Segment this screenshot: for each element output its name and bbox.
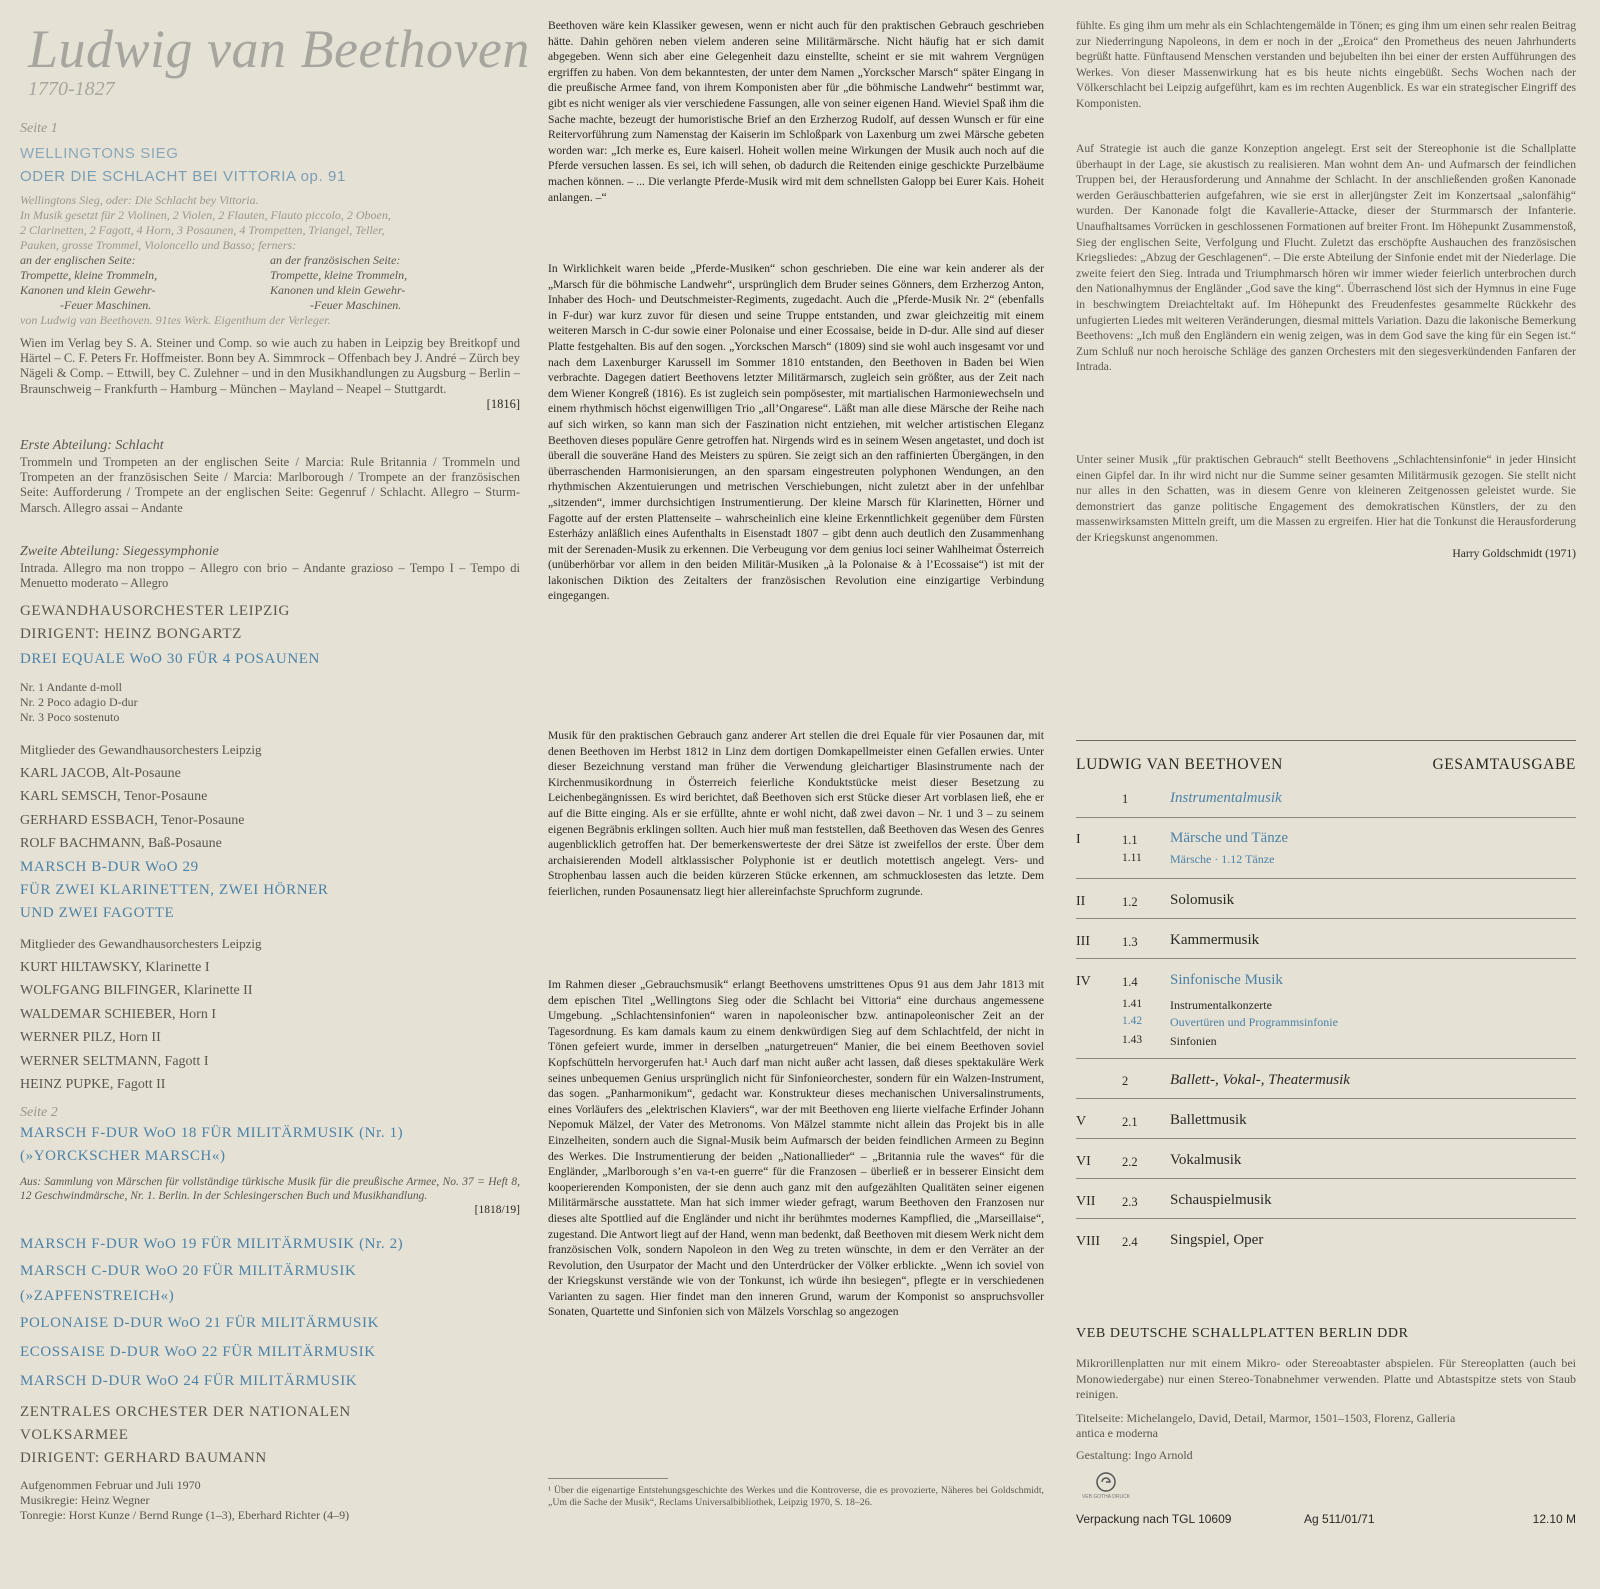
essay-paragraph: Unter seiner Musik „für praktischen Gebrauch“ stellt Beethovens „Schlachtensinfonie“ in jeder Hinsicht einen Gipfel dar. In ihr wird nicht nur die Summe seiner gesamten Militärmusik gezogen. Sie stellt nicht nur alles in den Schatten, was in diesem Genre von kleineren Zeitgenossen geleistet wurde. Sie demonstriert das ganze politische Engagement des demokratischen Künstlers, der zu den massenwirksamsten Mitteln greift, um die Massen zu ergreifen. Hier hat die Tonkunst die Herausforderung der Kriegskunst angenommen.: [1076, 453, 1576, 544]
table-row: [1076, 934, 1576, 974]
group-number: 1: [1122, 792, 1129, 806]
section-label: Sinfonische Musik: [1170, 972, 1283, 988]
english-side: [20, 253, 270, 313]
orchestra-1: [20, 600, 520, 671]
equale-part: Nr. 1 Andante d-moll: [20, 680, 122, 694]
section-number: 2.4: [1122, 1235, 1138, 1249]
work-title-equale: DREI EQUALE WoO 30 FÜR 4 POSAUNEN: [20, 651, 320, 667]
table-row: [1076, 832, 1576, 872]
orig-line: Pauken, grosse Trommel, Violoncello und Basso; ferners:: [20, 238, 297, 252]
price: 12.10 M: [1532, 1512, 1576, 1526]
table-header-right: GESAMTAUSGABE: [1432, 756, 1576, 773]
subsection-label: Sinfonien: [1170, 1034, 1217, 1048]
player: WERNER SELTMANN, Fagott I: [20, 1053, 209, 1069]
subsection-number: 1.41: [1122, 998, 1143, 1010]
printer-logo: [1076, 1470, 1136, 1506]
orig-line: 2 Clarinetten, 2 Fagott, 4 Horn, 3 Posaunen, 4 Trompetten, Triangel, Teller,: [20, 223, 385, 237]
essay-paragraph: Im Rahmen dieser „Gebrauchsmusik“ erlangt Beethovens umstrittenes Opus 91 aus dem Jahr 1813 mit dem epischen Titel „Wellingtons Sieg oder die Schlacht bei Vittoria“ eine durchaus angemessene Umgebung. „Schlachtensinfonien“ waren in napoleonischer bzw. antinapoleonischer Zeit an der Tagesordnung. Es kam damals kaum zu einem denkwürdigen Sieg auf dem Schlachtfeld, der nicht in Tönen gefeiert wurde, immer in derselben „naturgetreuen“ Manier, die bei einem Beethoven soviel Kopfschütteln hervorgerufen hat.¹ Auch darf man nicht außer acht lassen, daß dieses spektakuläre Werk seines unbequemen Genius ursprünglich nicht für Sinfonieorchester, sondern für ein Walzen-Instrument, das sogen. „Panharmonikum“, gedacht war. Konstrukteur dieses mechanischen Universalinstruments, eines Vorläufers des „elektrischen Klaviers“, war der mit Beethoven eng liierte vielfache Erfinder Johann Nepomuk Mälzel, der Vater des Metronoms. Von Mälzel stammte nicht allein das Projekt bis in alle Einzelheiten, sondern auch die Signal-Musik beim Aufmarsch der beiden feindlichen Armeen zu Beginn des Werkes. Die Instrumentierung der beiden „Nationallieder“ – „Britannia rule the waves“ für die Engländer, „Marlborough s’en va-t-en guerre“ für die Franzosen – überließ er in besserer Einsicht dem kooperierenden Komponisten, der sie denn auch ganz mit den aufgezählten Qualitäten seiner eigenen Militärmärsche ausstattete. Man hat sich immer wieder gefragt, warum Beethoven den Franzosen nur dieses alte Spottlied auf die Engländer und nicht ihr berühmtes modernes Kampflied, die „Marseillaise“, zugestand. Die Antwort liegt auf der Hand, wenn man bedenkt, daß Beethoven mit diesem Werk nicht dem französischen Volk, sondern Napoleon in den Weg zu treten wünschte, in dem er den Verräter an der Revolution, den Usurpator der Macht und den Unterdrücker der Völker erblickte. „Wenn ich soviel von der Kriegskunst verstände wie von der Tonkunst, ich würde ihn besiegen“, pflegte er in verschiedenen Varianten zu sagen. Hier findet man den inneren Grund, warum der Komponist so anspruchsvoller Sonaten, Quartette und Sinfonien sich von Mälzels Vorschlag so angezogen: [548, 978, 1044, 1319]
orig-line: -Feuer Maschinen.: [310, 298, 402, 312]
conductor: DIRIGENT: HEINZ BONGARTZ: [20, 626, 242, 642]
essay-block-6: [1076, 141, 1576, 375]
table-row: [1076, 894, 1576, 934]
orig-line: an der französischen Seite:: [270, 253, 401, 267]
orchestra-name: GEWANDHAUSORCHESTER LEIPZIG: [20, 603, 290, 619]
table-row: [1076, 1194, 1576, 1234]
work-title-marsch-24: MARSCH D-DUR WoO 24 FÜR MILITÄRMUSIK: [20, 1373, 358, 1389]
side-2-block: [20, 1104, 520, 1168]
roman-number: VI: [1076, 1154, 1091, 1169]
table-row: [1076, 974, 1576, 1054]
table-rule: [1076, 1098, 1576, 1099]
orchestra-name: ZENTRALES ORCHESTER DER NATIONALEN: [20, 1404, 351, 1420]
table-row: [1076, 1154, 1576, 1194]
packaging-spec: Verpackung nach TGL 10609: [1076, 1512, 1232, 1526]
work-title-marsch-19: MARSCH F-DUR WoO 19 FÜR MILITÄRMUSIK (Nr. 2): [20, 1236, 404, 1252]
section-number: 2.2: [1122, 1155, 1138, 1169]
table-rule: [1076, 817, 1576, 818]
year-1816: [1816]: [486, 396, 520, 411]
gotha-logo-icon: [1076, 1470, 1136, 1506]
roman-number: VIII: [1076, 1234, 1101, 1249]
player: HEINZ PUPKE, Fagott II: [20, 1077, 166, 1092]
column-essay-end: [1076, 0, 1576, 1589]
group-label: Ballett-, Vokal-, Theatermusik: [1170, 1072, 1350, 1088]
orig-line: Kanonen und klein Gewehr-: [270, 283, 406, 297]
work-title-marsch-29: MARSCH B-DUR WoO 29: [20, 859, 199, 875]
credit-line: Tonregie: Horst Kunze / Bernd Runge (1–3), Eberhard Richter (4–9): [20, 1508, 350, 1522]
section-number: 2.1: [1122, 1115, 1138, 1129]
source-note: [20, 1175, 520, 1217]
section-label: Vokalmusik: [1170, 1152, 1242, 1168]
publisher-text: Wien im Verlag bey S. A. Steiner und Comp. so wie auch zu haben in Leipzig bey Breitkopf und Härtel – C. F. Peters Fr. Hoffmeister. Bonn bey A. Simmrock – Offenbach bey J. André – Zürch bey Nägeli & Comp. – Ettwill, bey C. Zulehner – und in den Musikhandlungen zu Augsburg – Berlin – Braunschweig – Frankfurth – Hamburg – München – Mayland – Neapel – Stuttgardt.: [20, 336, 520, 396]
roman-number: IV: [1076, 974, 1091, 989]
original-title-page: [20, 193, 520, 328]
player: GERHARD ESSBACH, Tenor-Posaune: [20, 812, 245, 828]
section-number: 1.3: [1122, 935, 1138, 949]
orchestra-name: VOLKSARMEE: [20, 1427, 129, 1443]
essay-block-1: [548, 18, 1044, 205]
section-number: 1.1: [1122, 833, 1138, 847]
table-rule: [1076, 918, 1576, 919]
playback-notice: Mikrorillenplatten nur mit einem Mikro- oder Stereoabtaster abspielen. Für Stereoplatten (auch bei Monowiedergabe) nur einen Stereo-Tonabnehmer verwenden. Platte und Abtastspitze stets von Staub reinigen.: [1076, 1356, 1576, 1401]
french-side: [270, 253, 520, 313]
design-credit: Gestaltung: Ingo Arnold: [1076, 1447, 1193, 1462]
label-name: VEB DEUTSCHE SCHALLPLATTEN BERLIN DDR: [1076, 1326, 1409, 1341]
roman-number: VII: [1076, 1194, 1096, 1209]
year-1818: [1818/19]: [474, 1204, 520, 1216]
player: ROLF BACHMANN, Baß-Posaune: [20, 836, 222, 851]
work-title-marsch-18-sub: (»YORCKSCHER MARSCH«): [20, 1148, 226, 1164]
players-2: [20, 932, 520, 1097]
abteilung-2-text: Intrada. Allegro ma non troppo – Allegro con brio – Andante grazioso – Tempo I – Tempo di Menuetto moderato – Allegro: [20, 561, 520, 591]
orig-line: an der englischen Seite:: [20, 253, 136, 267]
orig-line: Wellingtons Sieg, oder: Die Schlacht bey Vittoria.: [20, 193, 259, 207]
essay-block-4: [548, 977, 1044, 1320]
roman-number: V: [1076, 1114, 1087, 1129]
orchestra-2: [20, 1401, 520, 1470]
section-label: Solomusik: [1170, 892, 1235, 908]
column-tracklist: [20, 0, 520, 1589]
work-title-marsch-29: FÜR ZWEI KLARINETTEN, ZWEI HÖRNER: [20, 882, 329, 898]
footnote-text: ¹ Über die eigenartige Entstehungsgeschichte des Werkes und die Kontroverse, die es provozierte, Näheres bei Goldschmidt, „Um die Sache der Musik“, Reclams Universalbibliothek, Leipzig 1970, S. 18–26.: [548, 1485, 1044, 1508]
roman-number: II: [1076, 894, 1086, 909]
essay-paragraph: Musik für den praktischen Gebrauch ganz anderer Art stellen die drei Equale für vier Posaunen dar, mit denen Beethoven im Herbst 1812 in Linz dem dortigen Domkapellmeister einen Gefallen erwies. Unter dieser Bezeichnung verstand man früher die Verwendung gleichartiger Blasinstrumente nach der Kirchenmusikordnung in Österreich feierliche Konduktstücke meist dieser Besetzung zu Leichenbegängnissen. Es wird berichtet, daß Beethoven sich erst Stücke dieser Art vorblasen ließ, ehe er auf die Bitte einging. Als er sie erfüllte, ahnte er wohl nicht, daß zwei davon – Nr. 1 und 3 – zu seinem eigenen Begräbnis erklingen sollten. Auch hier muß man feststellen, daß Beethoven das Wesen des Genres augenblicklich getroffen hat. Der bemerkenswerteste der drei Sätze ist zweifellos der erste. Über dem archaisierenden Modell altklassischer Polyphonie ist er deutlich motettisch angelegt. Vers- und Strophenbau lassen auch die beiden kürzeren Stücke erkennen, am schmucklosesten das letzte. Dem feierlichen, runden Posaunensatz liegt hier allereinfachste Spruchform zugrunde.: [548, 729, 1044, 898]
subsection-label: Märsche · 1.12 Tänze: [1170, 852, 1275, 866]
table-header-left: LUDWIG VAN BEETHOVEN: [1076, 756, 1283, 773]
work-title-marsch-29: UND ZWEI FAGOTTE: [20, 905, 175, 921]
subsection-number: 1.42: [1122, 1015, 1143, 1027]
abteilung-2: [20, 543, 520, 591]
essay-block-3: [548, 728, 1044, 900]
essay-block-2: [548, 261, 1044, 604]
essay-paragraph: Auf Strategie ist auch die ganze Konzeption angelegt. Erst seit der Stereophonie ist die Schallplatte überhaupt in der Lage, sie akustisch zu realisieren. Man wohnt dem An- und Aufmarsch der feindlichen Truppen bei, der Herausforderung und Annahme der Schlacht. In der anschließenden großen Kanonade werden Geräuschbatterien aufgefahren, wie sie erst in allerjüngster Zeit im Konzertsaal „salonfähig“ wurden. Der Kanonade folgt die Kavallerie-Attacke, dieser der Sturmmarsch der Infanterie. Unaufhaltsames Vorrücken in geschlossenen Formationen auf breiter Front. Im Höhepunkt Zusammenstoß, Sieg der englischen Seite, Verfolgung und Flucht. Zuletzt das erschöpfte Aushauchen des französischen Kriegsliedes: „Abzug der Geschlagenen“. – Die erste Abteilung der Sinfonie endet mit der Niederlage. Die zweite feiert den Sieg. Intrada und Triumphmarsch hören wir immer wieder feierlich unterbrochen durch den Nationalhymnus der Engländer „God save the king“. Überraschend löst sich der Hymnus in eine Fuge in beschwingtem Dreiachteltakt auf. Im Höhepunkt des Freudenfestes gesammelte Rückkehr des unfugierten Liedes mit weiteren Veränderungen, diesmal mittels Variation. Dazu die lakonische Bemerkung Beethovens: „Ich muß den Engländern ein wenig zeigen, was in dem God save the king für ein Segen ist.“ Zum Schluß nur noch heroische Schläge des ganzen Orchesters mit den siegesverkündenden Fanfaren der Intrada.: [1076, 142, 1576, 374]
essay-paragraph: fühlte. Es ging ihm um mehr als ein Schlachtengemälde in Tönen; es ging ihm um einen sehr realen Beitrag zur Niederringung Napoleons, in dem er noch in der „Eroica“ den Prometheus des neuen Jahrhunderts begrüßt hatte. Fünftausend Menschen verstanden und bejubelten ihn bei einer der ersten Aufführungen des Werkes. Von dieser Massenwirkung hat es bis heute nichts eingebüßt. Sechs Wochen nach der Völkerschlacht bei Leipzig aufgeführt, kam es im rechten Augenblick. Es war ein strategischer Eingriff des Komponisten.: [1076, 19, 1576, 110]
table-row: [1076, 1114, 1576, 1154]
section-label: Singspiel, Oper: [1170, 1232, 1264, 1248]
orig-line: Trompette, kleine Trommeln,: [20, 268, 158, 282]
album-title: Ludwig van Beethoven: [28, 19, 530, 79]
table-top-rule: [1076, 740, 1576, 741]
side-1-label: Seite 1: [20, 121, 58, 136]
subsection-label: Instrumentalkonzerte: [1170, 998, 1272, 1012]
table-rule: [1076, 1178, 1576, 1179]
recording-credits: [20, 1478, 520, 1523]
section-number: 2.3: [1122, 1195, 1138, 1209]
table-header: [1076, 756, 1576, 774]
essay-paragraph: In Wirklichkeit waren beide „Pferde-Musiken“ schon geschrieben. Die eine war kein anderer als der „Marsch für die böhmische Landwehr“, ursprünglich dem Bruder seines Gönners, dem Erzherzog Anton, Inhaber des Hoch- und Deutschmeister-Regiments, zugedacht. Auch die „Pferde-Musik Nr. 2“ (ebenfalls in F-dur) war kurz zuvor für diesen und seine Truppe entstanden, und zwar gleichzeitig mit einem weiteren Marsch in C-dur sowie einer Polonaise und einer Ecossaise, beide in D-dur. Alle sind auf dieser Platte festgehalten. Bis auf den sogen. „Yorckschen Marsch“ (1809) sind sie wohl auch insgesamt vor und nach dem Laxenburger Karussell im Sommer 1810 entstanden, den Beethoven in Baden bei Wien verbrachte. Dagegen datiert Beethovens letzter Militärmarsch, zugleich sein größter, aus der Zeit nach dem Wiener Kongreß (1816). Es ist zugleich sein pompösester, mit martialischen Harmoniewechseln und einem rhythmisch höchst eigenwilligen Trio „all’Ongarese“. Läßt man alle diese Märsche der Reihe nach auf sich wirken, so kann man sich der Faszination nicht entziehen, mit welcher artistischen Eleganz Beethoven dieses populäre Genre getroffen hat. Nirgends wird es in seinem Wesen angetastet, und doch ist überall die souveräne Hand des Meisters zu spüren. Sie zeigt sich an den raffinierten Übergängen, in den überraschenden Harmonisierungen, an den sparsam eingestreuten polyphonen Wendungen, an den rhythmischen Akzentuierungen und metrischen Verschiebungen, nicht zuletzt aber in der unfehlbar „sitzenden“, immer durchsichtigen Instrumentierung. Der kleine Marsch für Klarinetten, Hörner und Fagotte auf der ersten Plattenseite – wahrscheinlich eine kleine Erkenntlichkeit gegenüber dem Fürsten Esterházy anläßlich eines Aufenthalts in Eisenstadt 1807 – gibt denn auch deutlich den Zusammenhang mit der Serenaden-Musik zu erkennen. Die Verbeugung vor dem genius loci seiner Wahlheimat Österreich (unüberhörbar vor allem in den beiden Militär-Musiken „à la Polonaise & à l’Ecossaise“) ist mit der lakonischen Diktion des Zeitalters der französischen Revolution eine einzigartige Verbindung eingegangen.: [548, 262, 1044, 603]
orig-line: von Ludwig van Beethoven. 91tes Werk. Eigenthum der Verleger.: [20, 313, 331, 327]
side-1-block: [20, 120, 520, 188]
orig-line: Kanonen und klein Gewehr-: [20, 283, 156, 297]
conductor: DIRIGENT: GERHARD BAUMANN: [20, 1450, 267, 1466]
essay-block-7: [1076, 452, 1576, 561]
work-title-marsch-18: MARSCH F-DUR WoO 18 FÜR MILITÄRMUSIK (Nr. 1): [20, 1125, 404, 1141]
player: WERNER PILZ, Horn II: [20, 1030, 161, 1045]
equale-part: Nr. 3 Poco sostenuto: [20, 710, 120, 724]
player: WOLFGANG BILFINGER, Klarinette II: [20, 983, 253, 998]
essay-author: Harry Goldschmidt (1971): [1452, 546, 1576, 560]
credit-line: Musikregie: Heinz Wegner: [20, 1493, 150, 1507]
approval-number: Ag 511/01/71: [1304, 1512, 1375, 1526]
subsection-label: Ouvertüren und Programmsinfonie: [1170, 1015, 1338, 1029]
table-rule: [1076, 1138, 1576, 1139]
source-text: Aus: Sammlung von Märschen für vollständige türkische Musik für die preußische Armee, No. 37 = Heft 8, 12 Geschwindmärsche, Nr. 1. Berlin. In der Schlesingerschen Buch und Musikhandlung.: [20, 1176, 520, 1202]
group-row-2: [1076, 1074, 1576, 1114]
orig-line: -Feuer Maschinen.: [60, 298, 152, 312]
work-title-marsch-20: MARSCH C-DUR WoO 20 FÜR MILITÄRMUSIK: [20, 1263, 357, 1279]
essay-paragraph: Beethoven wäre kein Klassiker gewesen, wenn er nicht auch für den praktischen Gebrauch geschrieben hätte. Dahin gehören neben vielem anderen seine Militärmärsche. Nicht häufig hat er sich damit abgegeben. Wenn sich aber eine Gelegenheit dazu einstellte, scheint er sie mit wahrem Vergnügen ergriffen zu haben. Von dem bekanntesten, der unter dem Namen „Yorckscher Marsch“ später Eingang in die preußische Armee fand, von ihrem Komponisten aber für „die böhmische Landwehr“ bestimmt war, gibt es nicht weniger als vier verschiedene Fassungen, alle von seiner eigenen Hand. Wieviel Spaß ihm die Sache machte, bezeugt der humoristische Brief an den Erzherzog Rudolf, auf dessen Wunsch er für eine Reitervorführung zum Namenstag der Kaiserin im Schloßpark von Laxenburg um zwei Märsche gebeten worden war: „Ich merke es, Eure kaiserl. Hoheit wollen meine Wirkungen der Musik auch noch auf die Pferde versuchen lassen. Es sei, ich will sehen, ob dadurch die Reitenden einige geschickte Purzelbäume machen können. – ... Die verlangte Pferde-Musik wird mit dem schnellsten Galopp bei Eurer Kais. Hoheit anlangen. –“: [548, 19, 1044, 204]
footnote-rule: [548, 1478, 668, 1479]
members-label: Mitglieder des Gewandhausorchesters Leipzig: [20, 742, 262, 757]
equale-parts: [20, 680, 520, 725]
work-title-wellington: WELLINGTONS SIEG: [20, 145, 179, 162]
credit-line: Aufgenommen Februar und Juli 1970: [20, 1478, 201, 1492]
footnote: [548, 1485, 1044, 1509]
table-rule: [1076, 878, 1576, 879]
work-title-ecossaise: ECOSSAISE D-DUR WoO 22 FÜR MILITÄRMUSIK: [20, 1344, 376, 1360]
equale-part: Nr. 2 Poco adagio D-dur: [20, 695, 138, 709]
orig-line: Trompette, kleine Trommeln,: [270, 268, 408, 282]
life-years: 1770-1827: [28, 78, 115, 100]
side-2-label: Seite 2: [20, 1105, 58, 1120]
subsection-number: 1.11: [1122, 852, 1142, 864]
abteilung-2-label: Zweite Abteilung: Siegessymphonie: [20, 544, 219, 559]
abteilung-1: [20, 437, 520, 516]
work-title-wellington-sub: ODER DIE SCHLACHT BEI VITTORIA op. 91: [20, 168, 346, 185]
cover-credit: Titelseite: Michelangelo, David, Detail, Marmor, 1501–1503, Florenz, Galleria antica e moderna: [1076, 1410, 1456, 1440]
player: KARL SEMSCH, Tenor-Posaune: [20, 789, 208, 804]
table-row: [1076, 1234, 1576, 1274]
printer-logo-text: VEB GOTHA DRUCK: [1081, 1494, 1131, 1500]
subsection-number: 1.43: [1122, 1034, 1143, 1046]
group-label: Instrumentalmusik: [1170, 790, 1282, 806]
abteilung-1-label: Erste Abteilung: Schlacht: [20, 438, 164, 453]
section-label: Märsche und Tänze: [1170, 830, 1289, 846]
orig-line: In Musik gesetzt für 2 Violinen, 2 Violen, 2 Flauten, Flauto piccolo, 2 Oboen,: [20, 208, 391, 222]
work-title-polonaise: POLONAISE D-DUR WoO 21 FÜR MILITÄRMUSIK: [20, 1315, 380, 1331]
players-1: [20, 738, 520, 856]
work-title-marsch-20-sub: (»ZAPFENSTREICH«): [20, 1288, 175, 1304]
table-rule: [1076, 1218, 1576, 1219]
marsch-29: [20, 856, 520, 925]
table-rule: [1076, 958, 1576, 959]
player: KURT HILTAWSKY, Klarinette I: [20, 959, 210, 975]
section-number: 1.2: [1122, 895, 1138, 909]
roman-number: III: [1076, 934, 1090, 949]
group-number: 2: [1122, 1074, 1129, 1088]
section-label: Schauspielmusik: [1170, 1192, 1272, 1208]
essay-block-5: [1076, 18, 1576, 112]
section-number: 1.4: [1122, 975, 1138, 989]
group-row-1: [1076, 792, 1576, 832]
publisher-block: [20, 336, 520, 412]
section-label: Ballettmusik: [1170, 1112, 1247, 1128]
player: WALDEMAR SCHIEBER, Horn I: [20, 1006, 216, 1022]
label-info: [1076, 1312, 1576, 1463]
column-essay: [548, 0, 1044, 1589]
abteilung-1-text: Trommeln und Trompeten an der englischen Seite / Marcia: Rule Britannia / Trommeln und Trompeten an der französischen Seite / Marcia: Marlborough / Trompete an der französischen Seite: Aufforderung / Trompete an der englischen Seite: Gegenruf / Schlacht. Allegro – Sturm-Marsch. Allegro assai – Andante: [20, 455, 520, 515]
military-works: [20, 1230, 520, 1396]
player: KARL JACOB, Alt-Posaune: [20, 765, 181, 781]
section-label: Kammermusik: [1170, 932, 1260, 948]
members-label: Mitglieder des Gewandhausorchesters Leipzig: [20, 936, 262, 951]
table-rule: [1076, 1058, 1576, 1059]
roman-number: I: [1076, 832, 1081, 847]
